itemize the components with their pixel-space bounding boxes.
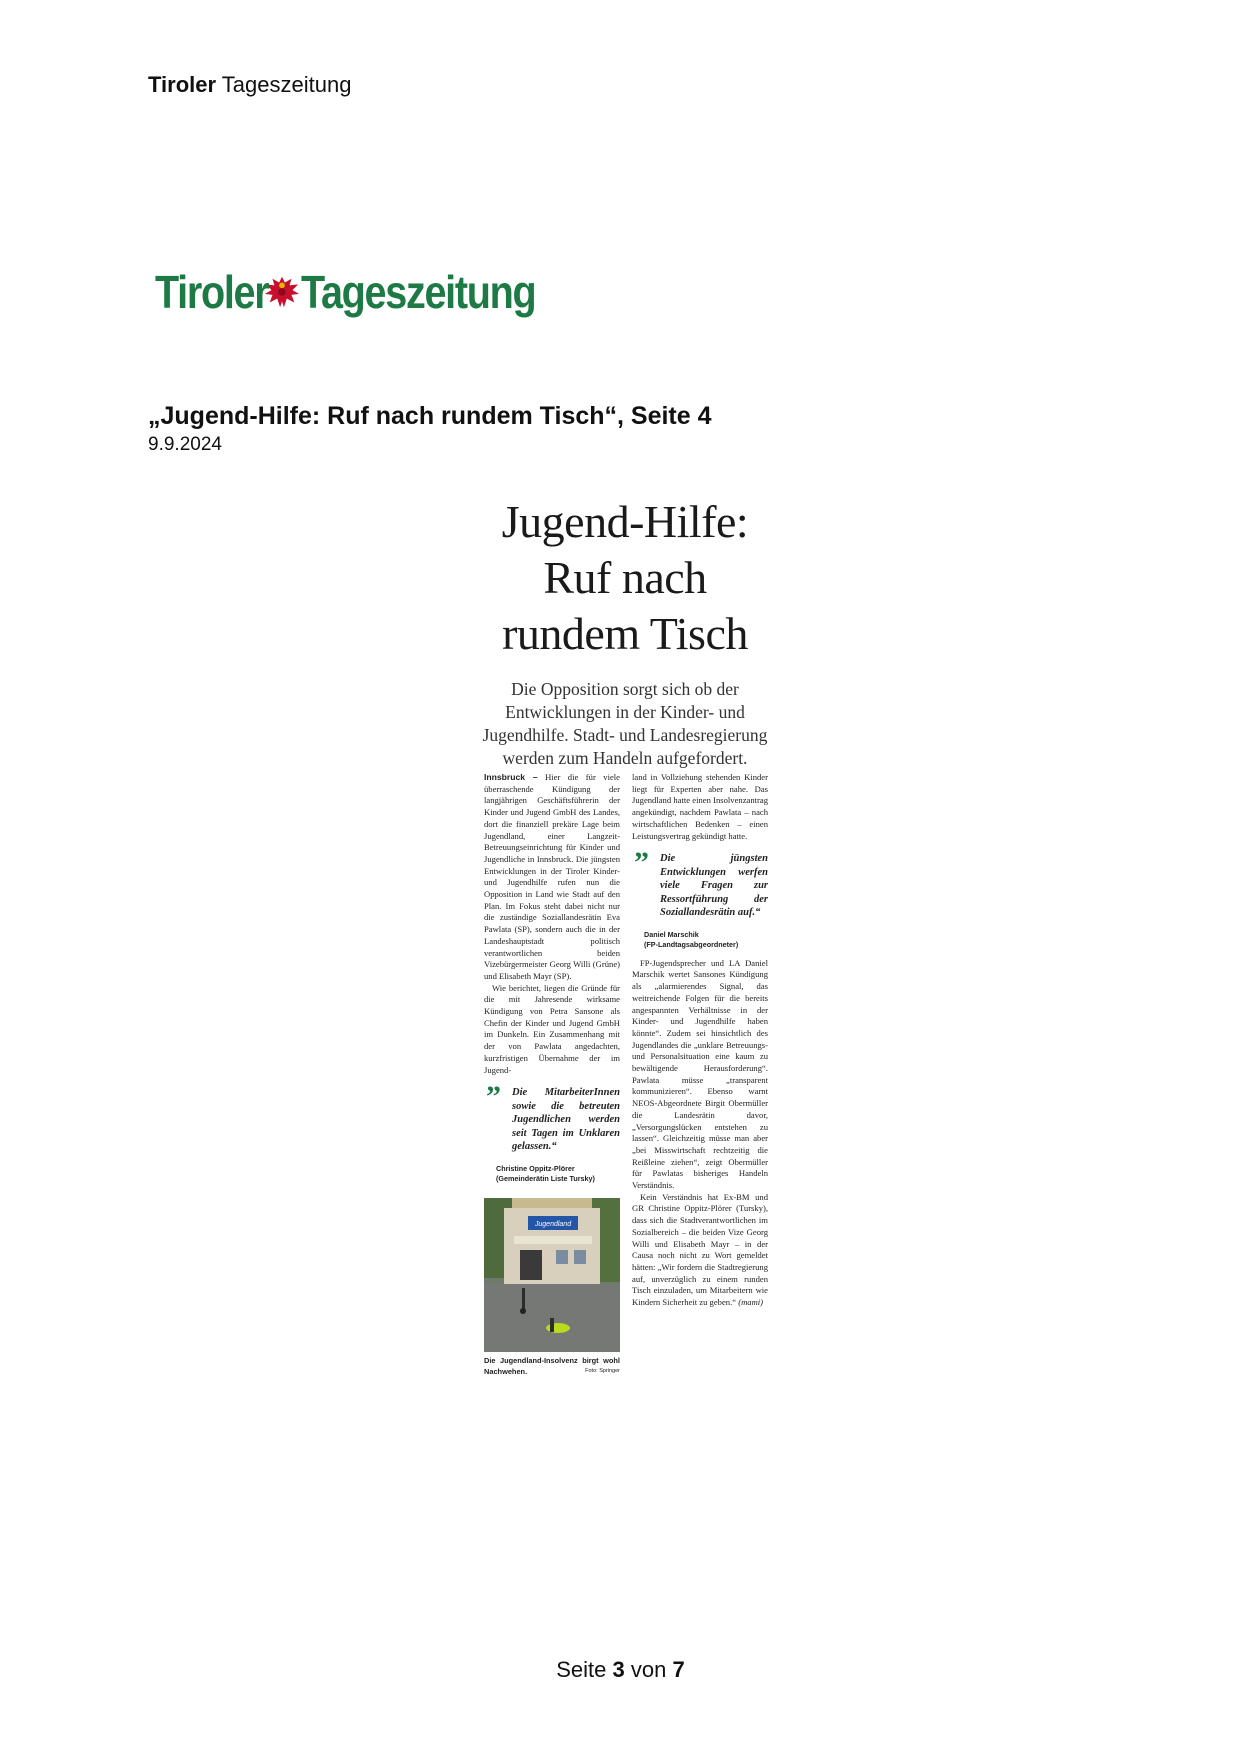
quote-author: Christine Oppitz-Plörer [496,1163,575,1173]
photo-sign-text: Jugendland [534,1220,572,1228]
page-footer [0,1657,1241,1683]
subheadline-line: Die Opposition sorgt sich ob der [511,679,739,699]
dateline-city: Innsbruck – [484,772,538,782]
document-title: „Jugend-Hilfe: Ruf nach rundem Tisch“, Seite 4 [148,402,712,430]
article-column-left [484,772,620,1377]
subheadline-line: werden zum Handeln aufgefordert. [502,748,748,768]
photo-building-scene [484,1198,620,1352]
article-headline [480,494,770,662]
paragraph [484,772,620,983]
subheadline-line: Entwicklungen in der Kinder- und [505,702,745,722]
logo-word-tageszeitung: Tageszeitung [300,266,536,318]
quote-role: (FP-Landtagsabgeordneter) [644,939,739,949]
photo-caption [484,1355,620,1377]
header-brand-rest: Tageszeitung [221,72,352,97]
quote-role: (Gemeinderätin Liste Tursky) [496,1173,595,1183]
pull-quote [632,846,768,950]
headline-line: rundem Tisch [502,608,748,659]
headline-line: Ruf nach [543,552,707,603]
current-page-number: 3 [612,1657,625,1682]
subheadline-line: Jugendhilfe. Stadt- und Landesregierung [482,725,768,745]
article-subheadline [480,678,770,770]
header-brand-bold: Tiroler [148,72,217,97]
paragraph-text: Hier die für viele überraschende Kündigung der langjährigen Geschäftsführerin der Kinder und Jugend GmbH des Landes, dort die finanziell prekäre Lage beim Jugendland, einer Langzeit-Betreuungseinrichtung für Kinder und Jugendliche in Innsbruck. Die jüngsten Entwicklungen in der Tiroler Kinder- und Jugendhilfe rufen nun die Opposition in Land wie Stadt auf den Plan. Im Fokus steht dabei nicht nur die zuständige Soziallandesrätin Eva Pawlata (SP), sondern auch die in der Landeshauptstadt politisch verantwortlichen beiden Vizebürgermeister Georg Willi (Grüne) und Elisabeth Mayr (SP). [484,772,620,981]
caption-text: Die Jugendland-Insolvenz birgt wohl Nachwehen. [484,1355,620,1376]
paragraph [632,1192,768,1309]
paragraph: land in Vollziehung stehenden Kinder liegt für Experten aber nahe. Das Jugendland hatte einen Insolvenzantrag angekündigt, nachdem Pawlata – nach wirtschaftlichen Bedenken – einen Leistungsvertrag gekündigt hatte. [632,772,768,841]
quote-author: Daniel Marschik [644,929,699,939]
newspaper-logo [155,262,573,322]
article-photo [484,1198,620,1352]
article-column-right [632,772,768,1309]
quote-mark-icon: ” [486,1080,501,1114]
quote-mark-icon: ” [634,846,649,880]
paragraph: Wie berichtet, liegen die Gründe für die mit Jahresende wirksame Kündigung von Petra Sansone als Chefin der Kinder und Jugend GmbH im Dunkeln. Ein Zusammenhang mit der von Pawlata angedachten, kurzfristigen Übernahme der im Jugend- [484,982,620,1075]
article-body [484,772,770,1437]
author-signature: (mami) [738,1297,764,1308]
page-header [148,72,351,98]
photo-credit: Foto: Springer [585,1367,620,1374]
pull-quote [484,1080,620,1184]
headline-line: Jugend-Hilfe: [501,496,749,547]
logo-word-tiroler: Tiroler [155,266,269,318]
total-page-count: 7 [672,1657,685,1682]
document-date: 9.9.2024 [148,434,222,455]
quote-text: Die jüngsten Entwicklungen werfen viele Fragen zur Ressortführung der Soziallandesrätin auf.“ [660,853,768,919]
paragraph: FP-Jugendsprecher und LA Daniel Marschik wertet Sansones Kündigung als „alarmierendes Signal, das weitreichende Folgen für die bereits angespannten Verhältnisse in der Kinder- und Jugendhilfe haben könnte“. Zudem sei hinsichtlich des Jugendlandes die „unklare Betreuungs- und Personalsituation eine kaum zu bewältigende Herausforderung“. Pawlata müsse „transparent kommunizieren“. Ebenso warnt NEOS-Abgeordnete Birgit Obermüller die Landesrätin davor, „Versorgungslücken entstehen zu lassen“. Gleichzeitig müsse man aber „bei Misswirtschaft rechtzeitig die Reißleine ziehen“, zeigt Obermüller für Pawlatas bisheriges Handeln Verständnis. [632,957,768,1191]
article-clipping [480,490,770,1445]
paragraph-text: Kein Verständnis hat Ex-BM und GR Christine Oppitz-Plörer (Tursky), dass sich die Stadtverantwortlichen im Sozialbereich – die beiden Vize Georg Willi und Elisabeth Mayr – in der Causa noch nicht zu Wort gemeldet hätten: „Wir fordern die Stadtregierung auf, unverzüglich zu einem runden Tisch einzuladen, um Mitarbeitern wie Kindern Sicherheit zu geben.“ [632,1191,768,1308]
footer-middle: von [630,1657,667,1682]
quote-text: Die MitarbeiterInnen sowie die betreuten Jugendlichen werden seit Tagen im Unklaren gelassen.“ [512,1087,620,1153]
footer-prefix: Seite [556,1657,607,1682]
